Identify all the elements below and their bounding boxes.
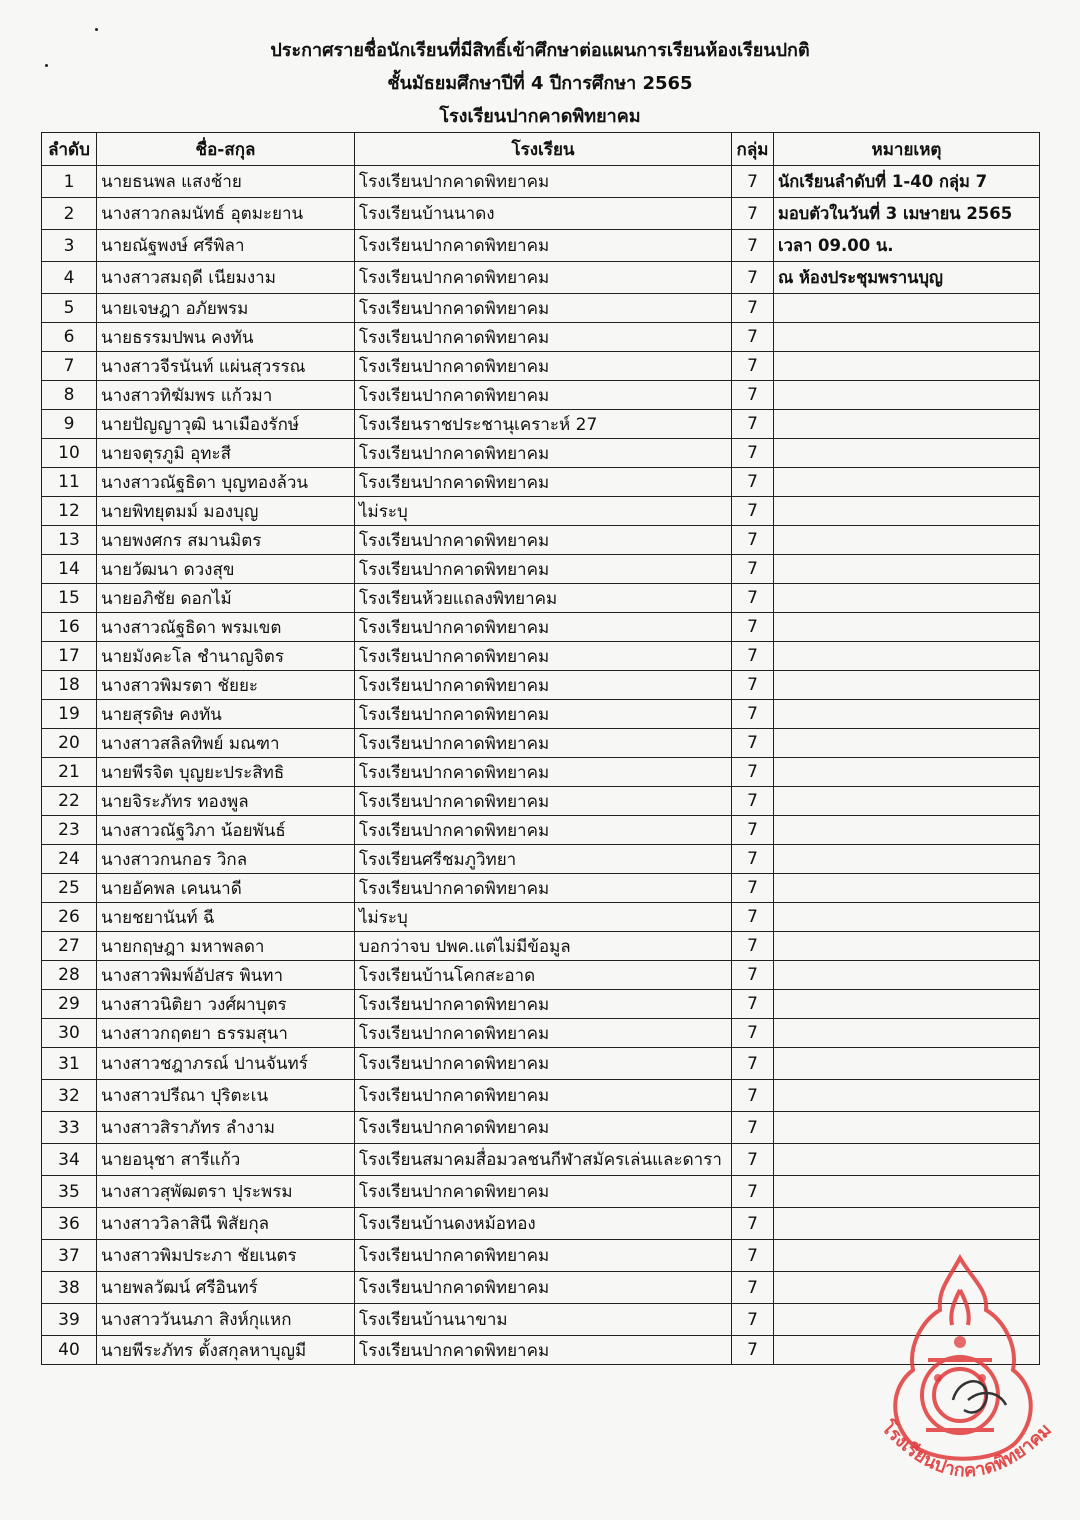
table-row xyxy=(42,439,1040,468)
remarks-cell xyxy=(774,1080,1040,1112)
previous-school: โรงเรียนสมาคมสื่อมวลชนกีฬาสมัครเล่นและดารา xyxy=(355,1144,732,1176)
group-number: 7 xyxy=(732,845,774,874)
remarks-cell xyxy=(774,671,1040,700)
table-row xyxy=(42,671,1040,700)
row-number: 17 xyxy=(42,642,97,671)
previous-school: โรงเรียนปากคาดพิทยาคม xyxy=(355,874,732,903)
group-number: 7 xyxy=(732,1336,774,1365)
previous-school: โรงเรียนปากคาดพิทยาคม xyxy=(355,555,732,584)
previous-school: โรงเรียนปากคาดพิทยาคม xyxy=(355,700,732,729)
group-number: 7 xyxy=(732,1048,774,1080)
row-number: 19 xyxy=(42,700,97,729)
row-number: 16 xyxy=(42,613,97,642)
student-name: นางสาวพิมรตา ชัยยะ xyxy=(97,671,355,700)
student-name: นางสาวพิมประภา ชัยเนตร xyxy=(97,1240,355,1272)
table-row xyxy=(42,1048,1040,1080)
group-number: 7 xyxy=(732,874,774,903)
group-number: 7 xyxy=(732,198,774,230)
announcement-header xyxy=(0,34,1080,133)
student-name: นางสาวกลมนัทธ์ อุตมะยาน xyxy=(97,198,355,230)
previous-school: ไม่ระบุ xyxy=(355,497,732,526)
group-number: 7 xyxy=(732,1080,774,1112)
group-number: 7 xyxy=(732,166,774,198)
remarks-cell xyxy=(774,294,1040,323)
group-number: 7 xyxy=(732,1208,774,1240)
table-row xyxy=(42,1080,1040,1112)
table-row xyxy=(42,903,1040,932)
student-name: นายธนพล แสงช้าย xyxy=(97,166,355,198)
student-name: นางสาวทิฆัมพร แก้วมา xyxy=(97,381,355,410)
group-number: 7 xyxy=(732,700,774,729)
previous-school: โรงเรียนปากคาดพิทยาคม xyxy=(355,671,732,700)
row-number: 34 xyxy=(42,1144,97,1176)
row-number: 14 xyxy=(42,555,97,584)
table-row xyxy=(42,294,1040,323)
previous-school: โรงเรียนปากคาดพิทยาคม xyxy=(355,323,732,352)
previous-school: โรงเรียนปากคาดพิทยาคม xyxy=(355,613,732,642)
student-name: นางสาววิลาสินี พิสัยกุล xyxy=(97,1208,355,1240)
row-number: 20 xyxy=(42,729,97,758)
row-number: 7 xyxy=(42,352,97,381)
row-number: 36 xyxy=(42,1208,97,1240)
previous-school: โรงเรียนปากคาดพิทยาคม xyxy=(355,758,732,787)
student-name: นางสาววันนภา สิงห์กุแหก xyxy=(97,1304,355,1336)
remarks-cell xyxy=(774,729,1040,758)
group-number: 7 xyxy=(732,903,774,932)
table-row xyxy=(42,584,1040,613)
previous-school: โรงเรียนบ้านโคกสะอาด xyxy=(355,961,732,990)
table-row xyxy=(42,642,1040,671)
group-number: 7 xyxy=(732,758,774,787)
row-number: 3 xyxy=(42,230,97,262)
table-row xyxy=(42,526,1040,555)
table-row xyxy=(42,468,1040,497)
row-number: 32 xyxy=(42,1080,97,1112)
student-name: นายพีรจิต บุญยะประสิทธิ xyxy=(97,758,355,787)
group-number: 7 xyxy=(732,816,774,845)
remarks-cell: มอบตัวในวันที่ 3 เมษายน 2565 xyxy=(774,198,1040,230)
row-number: 31 xyxy=(42,1048,97,1080)
table-row xyxy=(42,1176,1040,1208)
row-number: 29 xyxy=(42,990,97,1019)
row-number: 35 xyxy=(42,1176,97,1208)
page-speck-1 xyxy=(95,28,98,31)
student-name: นางสาวสมฤดี เนียมงาม xyxy=(97,262,355,294)
grade-year-line: ชั้นมัธยมศึกษาปีที่ 4 ปีการศึกษา 2565 xyxy=(387,73,693,94)
table-row xyxy=(42,990,1040,1019)
column-header-school: โรงเรียน xyxy=(355,133,732,166)
table-row xyxy=(42,932,1040,961)
group-number: 7 xyxy=(732,1144,774,1176)
row-number: 33 xyxy=(42,1112,97,1144)
row-number: 28 xyxy=(42,961,97,990)
previous-school: โรงเรียนปากคาดพิทยาคม xyxy=(355,642,732,671)
student-name: นายปัญญาวุฒิ นาเมืองรักษ์ xyxy=(97,410,355,439)
previous-school: โรงเรียนปากคาดพิทยาคม xyxy=(355,1176,732,1208)
remarks-cell xyxy=(774,1112,1040,1144)
previous-school: โรงเรียนบ้านนาดง xyxy=(355,198,732,230)
student-name: นางสาวจีรนันท์ แผ่นสุวรรณ xyxy=(97,352,355,381)
table-row xyxy=(42,166,1040,198)
remarks-cell xyxy=(774,497,1040,526)
remarks-cell xyxy=(774,410,1040,439)
svg-text:โรงเรียนปากคาดพิทยาคม xyxy=(876,1416,1056,1482)
table-row xyxy=(42,845,1040,874)
table-row xyxy=(42,613,1040,642)
table-row xyxy=(42,961,1040,990)
remarks-cell xyxy=(774,874,1040,903)
remarks-cell xyxy=(774,1144,1040,1176)
group-number: 7 xyxy=(732,787,774,816)
previous-school: โรงเรียนปากคาดพิทยาคม xyxy=(355,352,732,381)
previous-school: โรงเรียนบ้านดงหม้อทอง xyxy=(355,1208,732,1240)
school-seal-stamp xyxy=(868,1250,1058,1510)
student-name: นางสาวชฎาภรณ์ ปานจันทร์ xyxy=(97,1048,355,1080)
remarks-cell xyxy=(774,352,1040,381)
column-header-remarks: หมายเหตุ xyxy=(774,133,1040,166)
student-name: นายธรรมปพน คงทัน xyxy=(97,323,355,352)
table-row xyxy=(42,262,1040,294)
previous-school: โรงเรียนปากคาดพิทยาคม xyxy=(355,1080,732,1112)
remarks-cell xyxy=(774,468,1040,497)
remarks-cell xyxy=(774,816,1040,845)
student-name: นางสาวณัฐธิดา พรมเขต xyxy=(97,613,355,642)
remarks-cell xyxy=(774,700,1040,729)
remarks-cell xyxy=(774,903,1040,932)
row-number: 26 xyxy=(42,903,97,932)
group-number: 7 xyxy=(732,262,774,294)
row-number: 15 xyxy=(42,584,97,613)
group-number: 7 xyxy=(732,468,774,497)
previous-school: โรงเรียนปากคาดพิทยาคม xyxy=(355,262,732,294)
announcement-title: ประกาศรายชื่อนักเรียนที่มีสิทธิ์เข้าศึกษาต่อแผนการเรียนห้องเรียนปกติ xyxy=(270,40,810,61)
student-name: นายมังคะโล ชำนาญจิตร xyxy=(97,642,355,671)
group-number: 7 xyxy=(732,555,774,584)
table-row xyxy=(42,874,1040,903)
row-number: 22 xyxy=(42,787,97,816)
group-number: 7 xyxy=(732,613,774,642)
previous-school: โรงเรียนปากคาดพิทยาคม xyxy=(355,439,732,468)
table-row xyxy=(42,555,1040,584)
school-name-line: โรงเรียนปากคาดพิทยาคม xyxy=(439,106,641,127)
roster-body xyxy=(42,166,1040,1365)
student-name: นายพลวัฒน์ ศรีอินทร์ xyxy=(97,1272,355,1304)
group-number: 7 xyxy=(732,1304,774,1336)
group-number: 7 xyxy=(732,410,774,439)
group-number: 7 xyxy=(732,932,774,961)
student-name: นายพิทยุตมม์ มองบุญ xyxy=(97,497,355,526)
table-row xyxy=(42,198,1040,230)
student-name: นางสาวพิมพ์อัปสร พินทา xyxy=(97,961,355,990)
remarks-cell xyxy=(774,787,1040,816)
previous-school: โรงเรียนปากคาดพิทยาคม xyxy=(355,1240,732,1272)
remarks-cell xyxy=(774,1208,1040,1240)
group-number: 7 xyxy=(732,323,774,352)
group-number: 7 xyxy=(732,352,774,381)
student-name: นายอภิชัย ดอกไม้ xyxy=(97,584,355,613)
group-number: 7 xyxy=(732,642,774,671)
group-number: 7 xyxy=(732,584,774,613)
student-name: นางสาวกนกอร วิกล xyxy=(97,845,355,874)
group-number: 7 xyxy=(732,497,774,526)
group-number: 7 xyxy=(732,1112,774,1144)
student-name: นายวัฒนา ดวงสุข xyxy=(97,555,355,584)
remarks-cell xyxy=(774,961,1040,990)
previous-school: โรงเรียนปากคาดพิทยาคม xyxy=(355,468,732,497)
remarks-cell xyxy=(774,555,1040,584)
remarks-cell xyxy=(774,584,1040,613)
row-number: 6 xyxy=(42,323,97,352)
table-row xyxy=(42,1208,1040,1240)
table-row xyxy=(42,816,1040,845)
student-name: นายพีระภัทร ตั้งสกุลหาบุญมี xyxy=(97,1336,355,1365)
remarks-cell xyxy=(774,1019,1040,1048)
row-number: 38 xyxy=(42,1272,97,1304)
row-number: 23 xyxy=(42,816,97,845)
previous-school: โรงเรียนปากคาดพิทยาคม xyxy=(355,1272,732,1304)
previous-school: โรงเรียนปากคาดพิทยาคม xyxy=(355,166,732,198)
column-header-group: กลุ่ม xyxy=(732,133,774,166)
row-number: 5 xyxy=(42,294,97,323)
remarks-cell xyxy=(774,439,1040,468)
remarks-cell xyxy=(774,1176,1040,1208)
student-name: นางสาวปรีณา ปุริตะเน xyxy=(97,1080,355,1112)
row-number: 21 xyxy=(42,758,97,787)
table-row xyxy=(42,230,1040,262)
table-row xyxy=(42,1112,1040,1144)
row-number: 2 xyxy=(42,198,97,230)
table-row xyxy=(42,1144,1040,1176)
student-name: นายณัฐพงษ์ ศรีพิลา xyxy=(97,230,355,262)
previous-school: โรงเรียนปากคาดพิทยาคม xyxy=(355,1336,732,1365)
row-number: 11 xyxy=(42,468,97,497)
previous-school: โรงเรียนปากคาดพิทยาคม xyxy=(355,1112,732,1144)
row-number: 12 xyxy=(42,497,97,526)
group-number: 7 xyxy=(732,1019,774,1048)
remarks-cell xyxy=(774,758,1040,787)
previous-school: โรงเรียนปากคาดพิทยาคม xyxy=(355,230,732,262)
column-header-name: ชื่อ-สกุล xyxy=(97,133,355,166)
row-number: 10 xyxy=(42,439,97,468)
row-number: 18 xyxy=(42,671,97,700)
table-row xyxy=(42,729,1040,758)
row-number: 9 xyxy=(42,410,97,439)
remarks-cell xyxy=(774,526,1040,555)
group-number: 7 xyxy=(732,294,774,323)
table-row xyxy=(42,381,1040,410)
table-row xyxy=(42,323,1040,352)
remarks-cell xyxy=(774,990,1040,1019)
group-number: 7 xyxy=(732,381,774,410)
previous-school: โรงเรียนศรีชมภูวิทยา xyxy=(355,845,732,874)
previous-school: โรงเรียนปากคาดพิทยาคม xyxy=(355,294,732,323)
remarks-cell xyxy=(774,845,1040,874)
student-name: นางสาวสุพัฒตรา ปุระพรม xyxy=(97,1176,355,1208)
group-number: 7 xyxy=(732,961,774,990)
table-header-row xyxy=(42,133,1040,166)
remarks-cell: นักเรียนลำดับที่ 1-40 กลุ่ม 7 xyxy=(774,166,1040,198)
student-name: นางสาวกฤตยา ธรรมสุนา xyxy=(97,1019,355,1048)
student-name: นางสาวสิราภัทร ลำงาม xyxy=(97,1112,355,1144)
student-name: นายเจษฎา อภัยพรม xyxy=(97,294,355,323)
remarks-cell: ณ ห้องประชุมพรานบุญ xyxy=(774,262,1040,294)
group-number: 7 xyxy=(732,671,774,700)
table-row xyxy=(42,497,1040,526)
table-row xyxy=(42,1019,1040,1048)
previous-school: โรงเรียนปากคาดพิทยาคม xyxy=(355,1019,732,1048)
seal-text: โรงเรียนปากคาดพิทยาคม xyxy=(876,1417,1056,1482)
column-header-number: ลำดับ xyxy=(42,133,97,166)
table-row xyxy=(42,700,1040,729)
previous-school: โรงเรียนบ้านนาขาม xyxy=(355,1304,732,1336)
student-name: นายจิระภัทร ทองพูล xyxy=(97,787,355,816)
previous-school: โรงเรียนปากคาดพิทยาคม xyxy=(355,787,732,816)
group-number: 7 xyxy=(732,1240,774,1272)
group-number: 7 xyxy=(732,990,774,1019)
row-number: 25 xyxy=(42,874,97,903)
student-name: นางสาวณัฐธิดา บุญทองล้วน xyxy=(97,468,355,497)
student-name: นางสาวสลิลทิพย์ มณฑา xyxy=(97,729,355,758)
row-number: 37 xyxy=(42,1240,97,1272)
remarks-cell xyxy=(774,642,1040,671)
student-roster-table xyxy=(41,132,1040,1365)
row-number: 27 xyxy=(42,932,97,961)
row-number: 1 xyxy=(42,166,97,198)
table-row xyxy=(42,410,1040,439)
row-number: 40 xyxy=(42,1336,97,1365)
group-number: 7 xyxy=(732,1176,774,1208)
row-number: 8 xyxy=(42,381,97,410)
group-number: 7 xyxy=(732,526,774,555)
previous-school: โรงเรียนปากคาดพิทยาคม xyxy=(355,526,732,555)
student-name: นายสุรดิษ คงทัน xyxy=(97,700,355,729)
remarks-cell xyxy=(774,613,1040,642)
student-name: นายอัคพล เคนนาดี xyxy=(97,874,355,903)
student-name: นางสาวนิติยา วงศ์ผาบุตร xyxy=(97,990,355,1019)
remarks-cell xyxy=(774,1048,1040,1080)
table-row xyxy=(42,758,1040,787)
group-number: 7 xyxy=(732,439,774,468)
student-name: นายชยานันท์ ฉี xyxy=(97,903,355,932)
student-name: นายพงศกร สมานมิตร xyxy=(97,526,355,555)
previous-school: โรงเรียนห้วยแถลงพิทยาคม xyxy=(355,584,732,613)
remarks-cell xyxy=(774,381,1040,410)
previous-school: โรงเรียนปากคาดพิทยาคม xyxy=(355,816,732,845)
row-number: 30 xyxy=(42,1019,97,1048)
previous-school: โรงเรียนปากคาดพิทยาคม xyxy=(355,381,732,410)
student-name: นายกฤษฎา มหาพลดา xyxy=(97,932,355,961)
remarks-cell xyxy=(774,323,1040,352)
row-number: 24 xyxy=(42,845,97,874)
row-number: 39 xyxy=(42,1304,97,1336)
student-name: นายจตุรภูมิ อุทะสี xyxy=(97,439,355,468)
table-row xyxy=(42,787,1040,816)
remarks-cell: เวลา 09.00 น. xyxy=(774,230,1040,262)
group-number: 7 xyxy=(732,230,774,262)
student-name: นางสาวณัฐวิภา น้อยพันธ์ xyxy=(97,816,355,845)
previous-school: ไม่ระบุ xyxy=(355,903,732,932)
previous-school: โรงเรียนปากคาดพิทยาคม xyxy=(355,1048,732,1080)
group-number: 7 xyxy=(732,1272,774,1304)
table-row xyxy=(42,352,1040,381)
previous-school: โรงเรียนปากคาดพิทยาคม xyxy=(355,990,732,1019)
group-number: 7 xyxy=(732,729,774,758)
previous-school: บอกว่าจบ ปพค.แต่ไม่มีข้อมูล xyxy=(355,932,732,961)
row-number: 4 xyxy=(42,262,97,294)
previous-school: โรงเรียนราชประชานุเคราะห์ 27 xyxy=(355,410,732,439)
student-name: นายอนุชา สารีแก้ว xyxy=(97,1144,355,1176)
row-number: 13 xyxy=(42,526,97,555)
remarks-cell xyxy=(774,932,1040,961)
previous-school: โรงเรียนปากคาดพิทยาคม xyxy=(355,729,732,758)
